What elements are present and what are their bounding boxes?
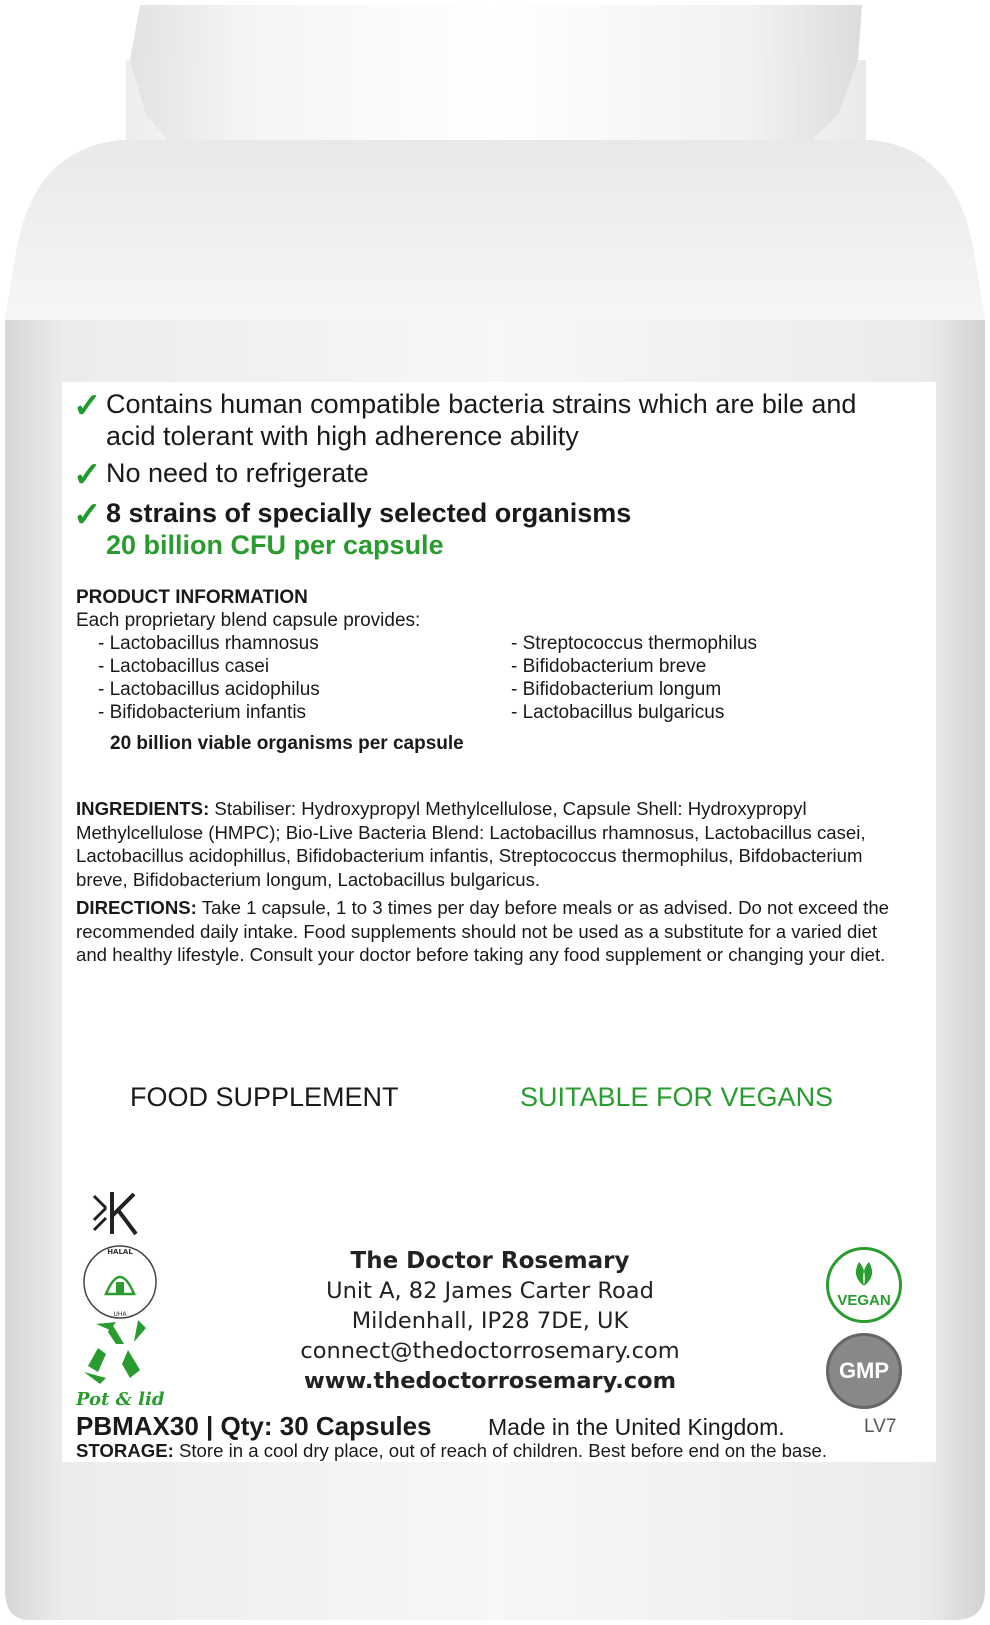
claim-3-line-1: 8 strains of specially selected organisms	[106, 498, 632, 528]
storage-label: STORAGE:	[76, 1440, 174, 1461]
claim-1-line-2: acid tolerant with high adherence ability	[106, 421, 579, 451]
ingredients-text: Stabiliser: Hydroxypropyl Methylcellulose, Capsule Shell: Hydroxypropyl Methylcellulose (HMPC); Bio-Live Bacteria Blend: Lactobacillus rhamnosus, Lactobacillus casei, Lactobacillus acidophillus, Bifidobacterium infantis, Streptococcus thermophilus, Bifdobacterium breve, Bifidobacterium longum, Lactobacillus bulgaricus.	[76, 798, 866, 890]
strain-right-4: - Lactobacillus bulgaricus	[511, 702, 725, 723]
strain-left-4: - Bifidobacterium infantis	[98, 702, 307, 723]
product-info-intro: Each proprietary blend capsule provides:	[76, 610, 421, 631]
company-website: www.thedoctorrosemary.com	[303, 1368, 677, 1394]
ingredients-label: INGREDIENTS:	[76, 798, 210, 819]
strain-left-3: - Lactobacillus acidophilus	[98, 679, 320, 700]
product-info-heading: PRODUCT INFORMATION	[76, 587, 308, 608]
food-supplement-statement: FOOD SUPPLEMENT	[130, 1082, 399, 1112]
recycle-icon	[76, 1320, 148, 1386]
company-address-line-2: Mildenhall, IP28 7DE, UK	[351, 1308, 629, 1334]
suitable-for-vegans-statement: SUITABLE FOR VEGANS	[520, 1082, 834, 1112]
kosher-k-logo	[90, 1190, 138, 1236]
ingredients-paragraph	[76, 797, 906, 891]
recycle-pot-lid-text: Pot & lid	[76, 1389, 165, 1410]
company-name: The Doctor Rosemary	[350, 1248, 630, 1274]
vegan-badge	[826, 1247, 902, 1323]
directions-label: DIRECTIONS:	[76, 897, 197, 918]
batch-code: LV7	[864, 1416, 897, 1437]
check-icon: ✓	[73, 456, 102, 494]
made-in-uk: Made in the United Kingdom.	[488, 1414, 785, 1440]
directions-text: Take 1 capsule, 1 to 3 times per day before meals or as advised. Do not exceed the recommended daily intake. Food supplements should not be used as a substitute for a varied diet and healthy lifestyle. Consult your doctor before taking any food supplement or changing your diet.	[76, 897, 890, 965]
strain-right-3: - Bifidobacterium longum	[511, 679, 722, 700]
vegan-badge-text: VEGAN	[837, 1292, 891, 1309]
check-icon: ✓	[73, 496, 102, 534]
viable-organisms: 20 billion viable organisms per capsule	[110, 733, 464, 754]
company-address-line-1: Unit A, 82 James Carter Road	[326, 1278, 654, 1304]
strain-left-1: - Lactobacillus rhamnosus	[98, 633, 319, 654]
check-icon: ✓	[73, 387, 102, 425]
halal-abbr: UHA	[113, 1311, 127, 1318]
gmp-badge	[826, 1333, 902, 1409]
gmp-badge-text: GMP	[838, 1358, 890, 1383]
storage-text: Store in a cool dry place, out of reach of children. Best before end on the base.	[173, 1440, 828, 1461]
strain-right-1: - Streptococcus thermophilus	[511, 633, 758, 654]
leaf-icon	[829, 1252, 899, 1292]
strain-right-2: - Bifidobacterium breve	[511, 656, 707, 677]
strain-left-2: - Lactobacillus casei	[98, 656, 270, 677]
directions-paragraph	[76, 896, 906, 967]
product-code-quantity: PBMAX30 | Qty: 30 Capsules	[76, 1411, 432, 1441]
claim-3-line-2: 20 billion CFU per capsule	[106, 530, 444, 560]
svg-text:HALAL: HALAL	[107, 1248, 133, 1256]
claim-1-line-1: Contains human compatible bacteria strains which are bile and	[106, 389, 857, 419]
halal-authority-logo	[80, 1242, 160, 1322]
claim-2: No need to refrigerate	[106, 458, 369, 488]
company-email: connect@thedoctorrosemary.com	[300, 1338, 680, 1364]
storage-paragraph	[76, 1440, 827, 1462]
